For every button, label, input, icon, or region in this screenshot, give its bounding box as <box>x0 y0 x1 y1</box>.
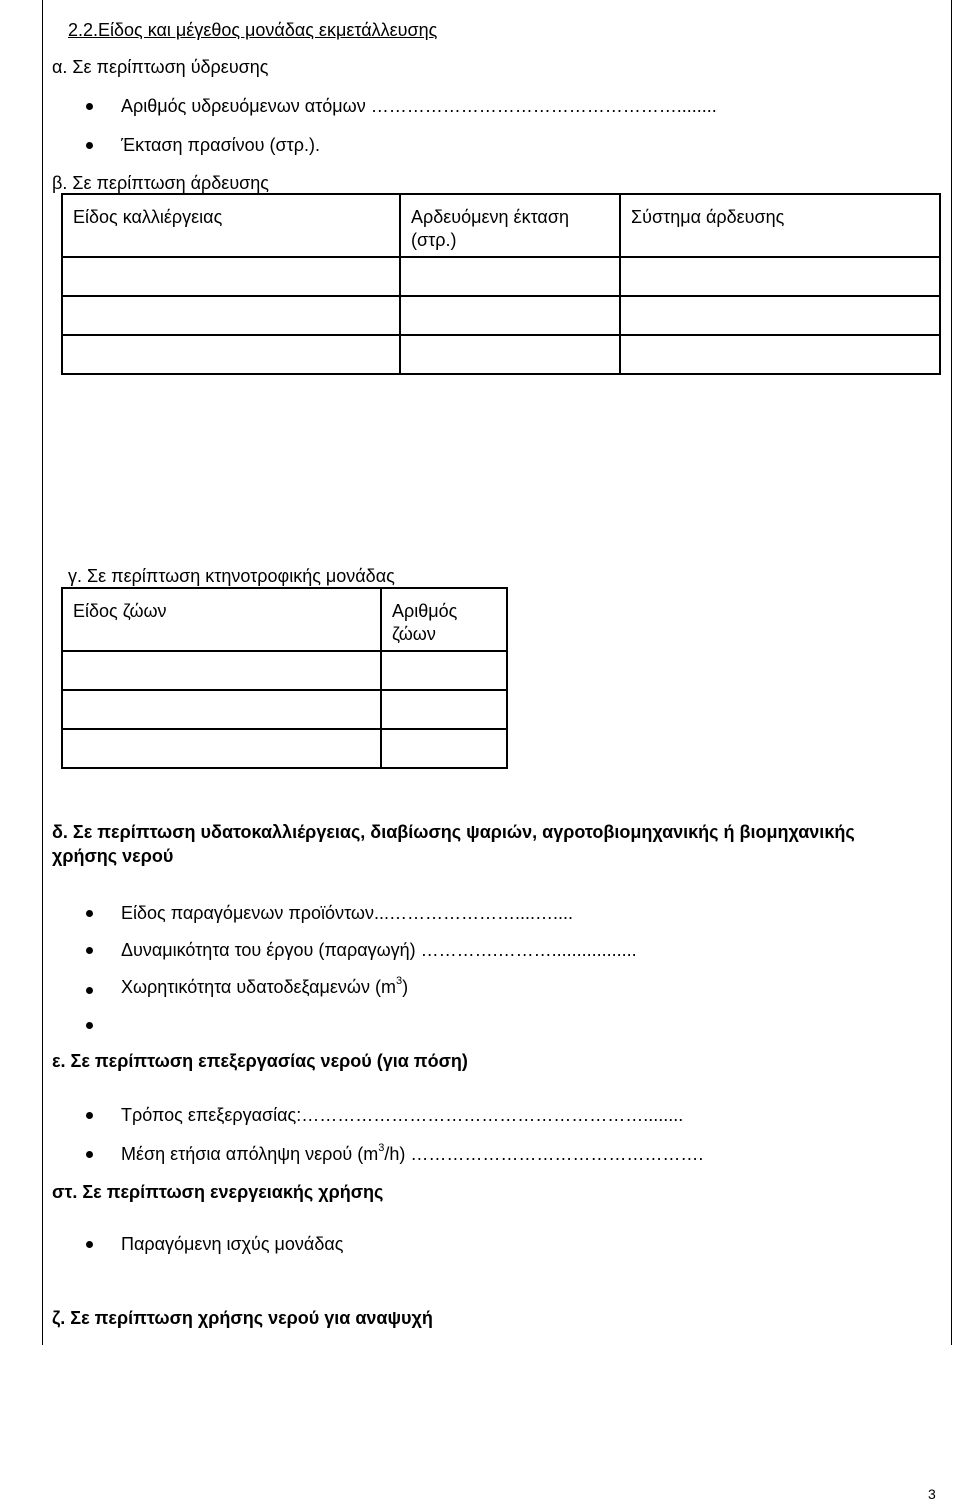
irrigation-table <box>61 193 941 375</box>
section-title: 2.2.Είδος και μέγεθος μονάδας εκμετάλλευσης <box>68 20 438 40</box>
frame-left-line <box>42 0 43 1345</box>
livestock-cell[interactable] <box>381 729 507 768</box>
item-e2: Μέση ετήσια απόληψη νερού $(m^3/h)$ …………………………………………. <box>121 1142 704 1164</box>
bullet-icon <box>86 1241 93 1248</box>
bullet-icon <box>86 1022 93 1029</box>
livestock-cell[interactable] <box>381 651 507 690</box>
livestock-cell[interactable] <box>62 651 381 690</box>
bullet-icon <box>86 142 93 149</box>
item-d3: Χωρητικότητα υδατοδεξαμενών $(m^3)$ <box>121 975 409 997</box>
item-e1: Τρόπος επεξεργασίας:…………………………………………………........ <box>121 1105 684 1125</box>
irrigation-cell[interactable] <box>62 296 400 335</box>
heading-d-line2: χρήσης νερού <box>52 846 174 866</box>
livestock-cell[interactable] <box>62 729 381 768</box>
heading-d-line1: δ. Σε περίπτωση υδατοκαλλιέργειας, διαβίωσης ψαριών, αγροτοβιομηχανικής ή βιομηχανικής <box>52 822 855 842</box>
heading-z: ζ. Σε περίπτωση χρήσης νερού για αναψυχή <box>52 1308 433 1328</box>
irrigation-cell[interactable] <box>62 257 400 296</box>
livestock-cell[interactable] <box>381 690 507 729</box>
irrigation-header-crop: Είδος καλλιέργειας <box>62 194 400 257</box>
heading-st: στ. Σε περίπτωση ενεργειακής χρήσης <box>52 1182 384 1202</box>
irrigation-cell[interactable] <box>620 335 940 374</box>
frame-right-line <box>951 0 952 1345</box>
heading-a: α. Σε περίπτωση ύδρευσης <box>52 57 269 77</box>
item-a2: Έκταση πρασίνου (στρ.). <box>121 135 320 155</box>
irrigation-cell[interactable] <box>400 257 620 296</box>
irrigation-header-area: Αρδευόμενη έκταση (στρ.) <box>400 194 620 257</box>
irrigation-cell[interactable] <box>620 257 940 296</box>
bullet-icon <box>86 910 93 917</box>
livestock-cell[interactable] <box>62 690 381 729</box>
irrigation-cell[interactable] <box>620 296 940 335</box>
heading-c: γ. Σε περίπτωση κτηνοτροφικής μονάδας <box>68 566 395 586</box>
bullet-icon <box>86 987 93 994</box>
heading-b: β. Σε περίπτωση άρδευσης <box>52 173 269 193</box>
irrigation-header-system: Σύστημα άρδευσης <box>620 194 940 257</box>
page-number: 3 <box>928 1486 936 1502</box>
item-d2: Δυναμικότητα του έργου (παραγωγή) ………….………................. <box>121 940 637 960</box>
bullet-icon <box>86 947 93 954</box>
bullet-icon <box>86 1112 93 1119</box>
bullet-icon <box>86 1151 93 1158</box>
livestock-header-count: Αριθμός ζώων <box>381 588 507 651</box>
item-a1: Αριθμός υδρευόμενων ατόμων ……………………………………………........ <box>121 96 717 116</box>
heading-e: ε. Σε περίπτωση επεξεργασίας νερού (για πόση) <box>52 1051 468 1071</box>
livestock-table <box>61 587 508 769</box>
item-st1: Παραγόμενη ισχύς μονάδας <box>121 1234 344 1254</box>
irrigation-cell[interactable] <box>400 296 620 335</box>
irrigation-cell[interactable] <box>62 335 400 374</box>
item-d1: Είδος παραγόμενων προϊόντων...…………………....….... <box>121 903 573 923</box>
irrigation-cell[interactable] <box>400 335 620 374</box>
bullet-icon <box>86 103 93 110</box>
livestock-header-type: Είδος ζώων <box>62 588 381 651</box>
